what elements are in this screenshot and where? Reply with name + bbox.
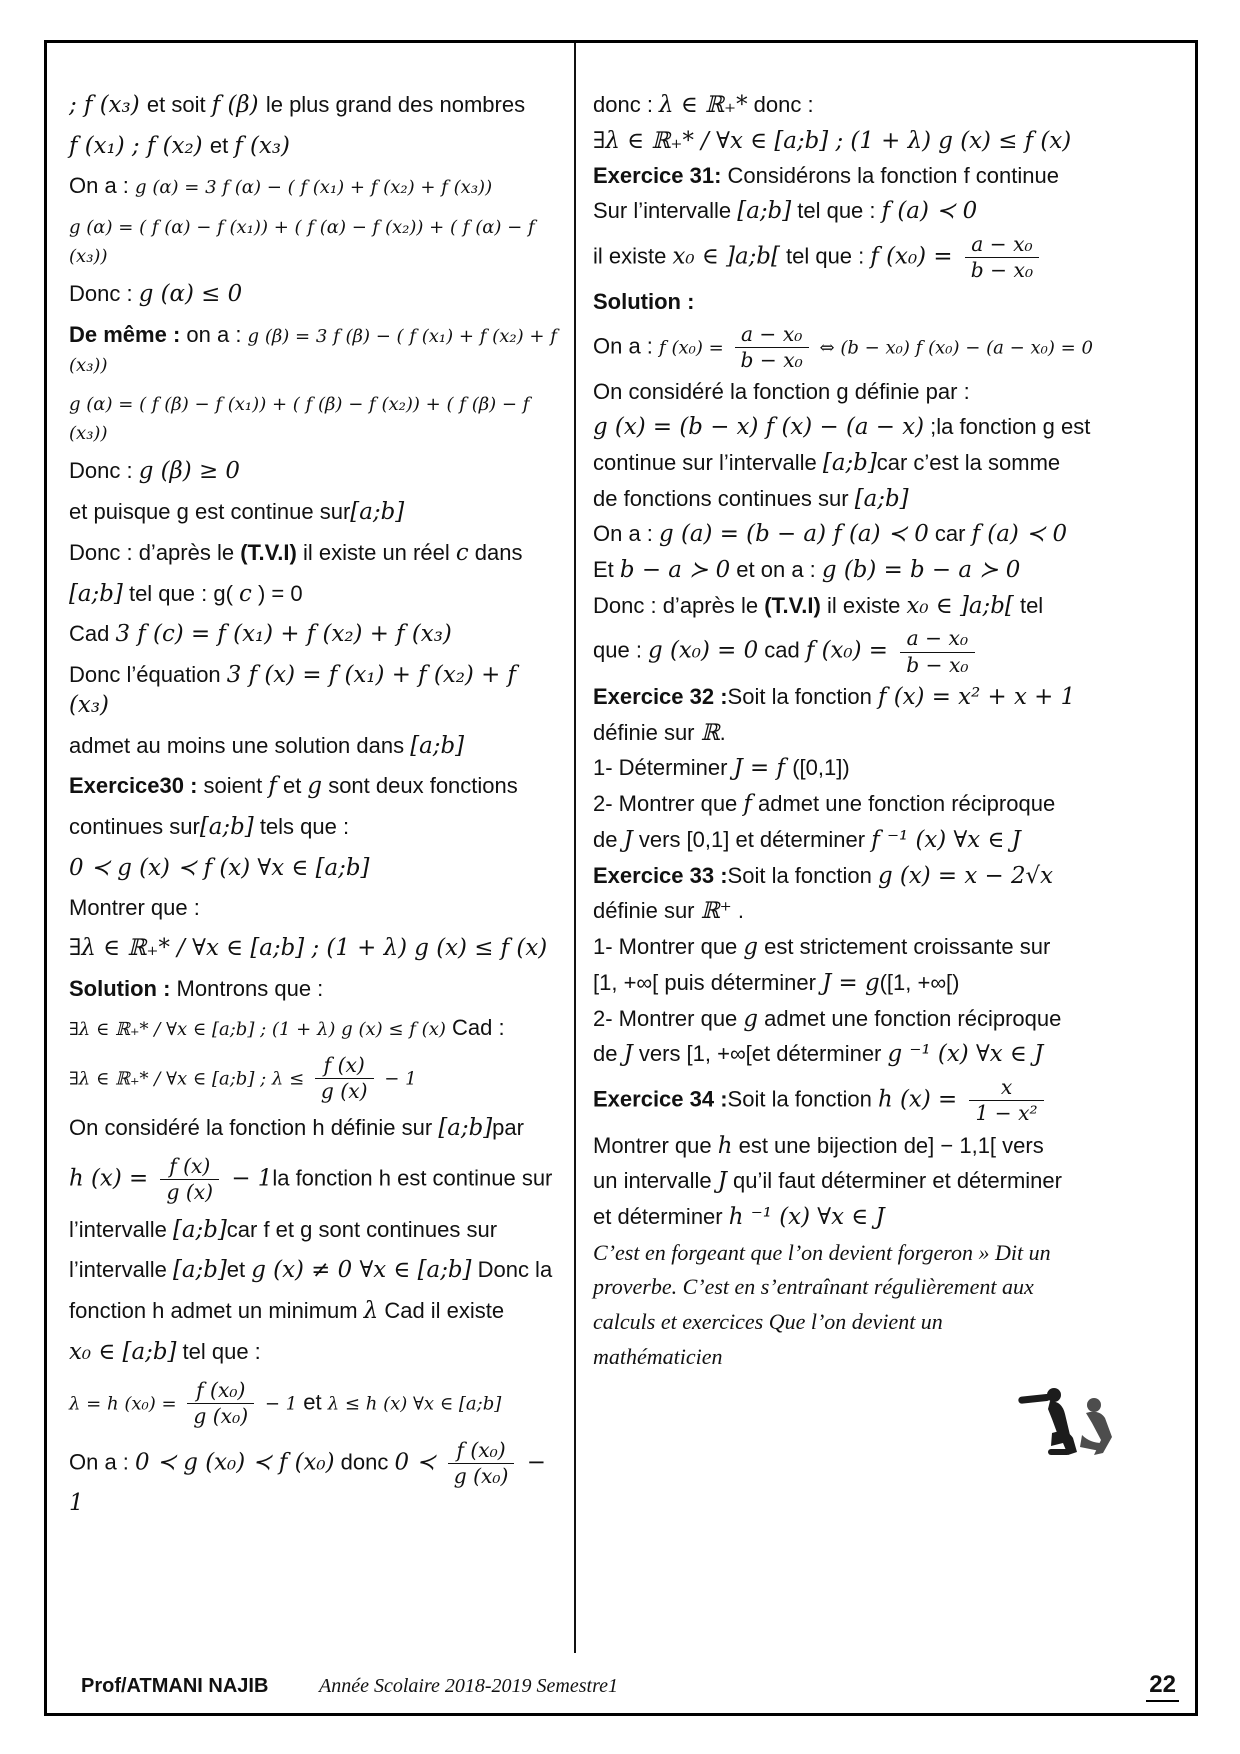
text-segment: tels que : (253, 813, 350, 839)
text-segment: 2- Montrer que (593, 1005, 744, 1031)
text-segment: vers [0,1] et déterminer (632, 826, 872, 852)
text-segment: f (x₀) = (870, 243, 960, 270)
text-segment: g (α) = ( f (α) − f (x₁)) + ( f (α) − f (x₂)) + ( f (α) − f (x₃)) (69, 217, 535, 267)
text-segment: mathématicien (593, 1343, 723, 1369)
text-line (593, 449, 1179, 479)
fraction: $\frac{\text{f (x₀)}}{\text{g (x₀)}}$ (448, 1439, 515, 1489)
right-column-text (593, 91, 1179, 1371)
text-segment: un intervalle (593, 1168, 718, 1194)
text-line (69, 1014, 561, 1043)
text-line (69, 934, 561, 964)
text-segment: f (a) ≺ 0 (971, 521, 1068, 548)
text-line (593, 1343, 1179, 1372)
text-segment: ∃λ ∈ ℝ₊* / ∀x ∈ [a;b] ; (1 + λ) g (x) ≤ f (x) (69, 935, 548, 962)
footer-author: Prof/ATMANI NAJIB (81, 1675, 269, 1697)
text-segment: f (743, 791, 752, 818)
text-segment: f (a) ≺ 0 (881, 198, 978, 225)
text-segment: [a;b] (69, 580, 123, 607)
text-segment: cad (758, 638, 806, 664)
text-segment: J = f (733, 755, 793, 782)
text-segment: g (x) ≠ 0 ∀x ∈ [a;b] (251, 1257, 472, 1284)
text-segment: calculs et exercices Que l’on devient un (593, 1308, 943, 1334)
text-line (593, 719, 1179, 749)
text-segment: h ⁻¹ (x) ∀x ∈ J (728, 1204, 885, 1231)
text-segment: λ ∈ ℝ₊* (659, 92, 748, 118)
text-segment: 2- Montrer que (593, 791, 744, 817)
text-segment: − 1 (259, 1393, 298, 1415)
text-segment: c (239, 580, 252, 607)
text-segment: Montrer que (593, 1132, 718, 1158)
text-segment: Donc l’équation (69, 662, 227, 688)
text-segment: Soit la fonction (727, 862, 878, 888)
text-segment: la fonction h est continue sur (272, 1165, 553, 1191)
text-segment: g (307, 773, 323, 800)
text-segment: continue sur l’intervalle (593, 449, 823, 475)
text-segment: g (x) = (b − x) f (x) − (a − x) (593, 414, 925, 441)
text-segment: ∃λ ∈ ℝ₊* / ∀x ∈ [a;b] ; (1 + λ) g (x) ≤ f (x) (593, 127, 1072, 154)
text-segment: ; f (x₃) (69, 92, 147, 118)
text-line (593, 627, 1179, 677)
text-segment: tel que : g( (122, 580, 240, 606)
text-segment: b − a ≻ 0 (619, 556, 731, 583)
text-segment: J (717, 1168, 727, 1195)
text-segment: car c’est la somme (876, 449, 1061, 475)
text-segment: ([0,1]) (792, 755, 850, 781)
text-segment: [a;b] (172, 1257, 227, 1284)
text-segment: 3 f (c) = f (x₁) + f (x₂) + f (x₃) (115, 621, 452, 648)
text-segment: admet une fonction réciproque (751, 791, 1056, 817)
text-segment: et (209, 132, 235, 158)
text-line (69, 91, 561, 121)
text-segment: f (x₀) = (805, 638, 896, 665)
text-segment: et (276, 773, 308, 799)
text-segment: f (x₃) (234, 132, 290, 159)
text-segment: ([1, +∞[) (879, 969, 960, 995)
silhouette-figures-illustration (593, 1377, 1179, 1466)
text-line (593, 288, 1179, 317)
text-segment: fonction h admet un minimum (69, 1298, 364, 1324)
text-segment: On a : (69, 1449, 136, 1475)
text-segment: J (623, 1041, 633, 1068)
text-segment: g (α) ≤ 0 (138, 281, 243, 308)
text-line (69, 1338, 561, 1368)
text-segment: Solution : (593, 289, 695, 315)
text-line (69, 1439, 561, 1518)
text-segment: h (717, 1132, 733, 1159)
text-line (69, 1054, 561, 1104)
footer-school-year: Année Scolaire 2018-2019 Semestre1 (319, 1675, 618, 1697)
text-segment: 0 ≺ (394, 1449, 443, 1476)
text-segment: que : (593, 638, 649, 664)
text-line (593, 485, 1179, 515)
text-segment: Donc la (471, 1257, 553, 1283)
text-segment: x₀ ∈ ]a;b[ (672, 243, 780, 270)
text-segment: On considéré la fonction g définie par : (593, 379, 970, 405)
text-line (69, 1297, 561, 1327)
text-line (593, 754, 1179, 784)
text-segment: J (623, 826, 633, 853)
document-page (44, 40, 1198, 1716)
fraction: $\frac{\text{a − x₀}}{\text{b − x₀}}$ (900, 627, 974, 677)
text-segment: on a : (186, 321, 248, 347)
text-line (593, 1076, 1179, 1126)
text-segment: proverbe. C’est en s’entraînant régulièrement aux (593, 1274, 1034, 1300)
text-line (593, 969, 1179, 999)
text-segment: g (a) = (b − a) f (a) ≺ 0 (659, 521, 929, 548)
text-segment: (T.V.I) (764, 592, 821, 618)
text-line (69, 457, 561, 487)
text-segment: h (x) = (877, 1086, 965, 1113)
text-line (593, 1040, 1179, 1070)
text-segment: f (x) = x² + x + 1 (877, 683, 1076, 710)
fraction: $\frac{x}{\text{1 − x²}}$ (969, 1076, 1043, 1126)
text-segment: soient (203, 773, 269, 799)
text-line (593, 91, 1179, 121)
fraction: $\frac{f (x)}{g (x)}$ (315, 1054, 374, 1104)
text-segment: vers [1, +∞[et déterminer (632, 1041, 888, 1067)
text-segment: [a;b] (737, 198, 792, 225)
text-segment: Considérons la fonction f continue (727, 163, 1059, 189)
text-segment: De même : (69, 321, 187, 347)
text-segment: 1- Déterminer (593, 755, 734, 781)
text-segment: g (b) = b − a ≻ 0 (821, 556, 1021, 583)
text-line (69, 1256, 561, 1286)
text-segment: définie sur (593, 898, 701, 924)
text-segment: de (593, 826, 624, 852)
text-line (593, 897, 1179, 927)
text-line (593, 1167, 1179, 1197)
text-segment: On a : (69, 173, 136, 199)
text-segment: définie sur (593, 719, 701, 745)
text-segment: continues sur (69, 813, 200, 839)
text-line (69, 1155, 561, 1205)
text-segment: [a;b] (172, 1216, 227, 1243)
text-segment: g (743, 1005, 759, 1032)
text-segment: . (731, 898, 744, 924)
text-line (593, 1203, 1179, 1233)
text-segment: le plus grand des nombres (265, 92, 526, 117)
text-line (69, 975, 561, 1004)
text-segment: tel que : (176, 1338, 261, 1364)
text-line (69, 389, 561, 446)
text-segment: λ = h (x₀) = (69, 1393, 183, 1415)
text-segment: Cad : (445, 1015, 505, 1041)
text-segment: f (β) (211, 92, 266, 118)
text-line (69, 1114, 561, 1144)
text-line (593, 790, 1179, 820)
right-column (593, 91, 1179, 1466)
text-segment: et (297, 1389, 328, 1415)
text-line (69, 212, 561, 269)
text-line (593, 683, 1179, 713)
text-segment: dans (468, 539, 523, 565)
text-line (69, 1379, 561, 1429)
text-segment: [1, +∞[ puis déterminer (593, 969, 823, 995)
text-line (593, 378, 1179, 407)
text-segment: ) = 0 (251, 580, 303, 606)
text-line (593, 197, 1179, 227)
text-segment: [a;b] (438, 1115, 493, 1142)
text-line (69, 321, 561, 378)
text-segment: Solution : (69, 975, 177, 1001)
text-segment: Donc : (69, 458, 139, 484)
fraction: $\frac{\text{a − x₀}}{\text{b − x₀}}$ (965, 233, 1039, 283)
text-line (593, 556, 1179, 586)
text-line (593, 520, 1179, 550)
footer-page-number: 22 (1146, 1671, 1179, 1702)
text-segment: Et (593, 556, 620, 582)
text-segment: Donc : (69, 281, 139, 307)
text-segment: x₀ ∈ [a;b] (69, 1338, 177, 1365)
text-segment: [a;b] (822, 449, 877, 476)
text-segment: tel (1013, 592, 1044, 618)
text-segment: 0 ≺ g (x) ≺ f (x) ∀x ∈ [a;b] (69, 854, 370, 881)
text-segment: 3 f (x) = f (x₁) + f (x₂) + f (x₃) (69, 662, 517, 718)
text-line (593, 127, 1179, 157)
text-segment: λ ≤ h (x) ∀x ∈ [a;b] (327, 1393, 502, 1415)
text-segment: [a;b] (350, 499, 405, 526)
text-segment: [a;b] (410, 732, 465, 759)
text-segment: ∃λ ∈ ℝ₊* / ∀x ∈ [a;b] ; λ ≤ (69, 1068, 310, 1090)
text-segment: il existe un réel (296, 539, 456, 565)
text-line (593, 323, 1179, 373)
text-segment: Cad (69, 621, 116, 647)
text-segment: f ⁻¹ (x) ∀x ∈ J (871, 826, 1021, 853)
text-line (69, 772, 561, 802)
text-segment: Montrons que : (176, 975, 324, 1001)
text-segment: ℝ (700, 719, 720, 746)
text-segment: − 1 (378, 1068, 417, 1090)
text-line (593, 1239, 1179, 1268)
text-segment: On a : (593, 521, 660, 547)
text-segment: − 1 (224, 1165, 273, 1192)
text-segment: Montrer que : (69, 895, 200, 921)
text-segment: par (492, 1115, 524, 1141)
text-segment: − 1 (69, 1449, 546, 1516)
text-line (69, 172, 561, 201)
text-segment: g (α) = 3 f (α) − ( f (x₁) + f (x₂) + f (x₃)) (135, 177, 493, 199)
text-segment: g (743, 934, 759, 961)
left-column (69, 91, 561, 1529)
text-segment: ;la fonction g est (924, 414, 1091, 440)
text-segment: Donc : d’après le (593, 592, 765, 618)
text-segment: l’intervalle (69, 1216, 173, 1242)
text-segment: g (β) = 3 f (β) − ( f (x₁) + f (x₂) + f (x₃)) (69, 325, 557, 376)
text-segment: Soit la fonction (727, 1086, 878, 1112)
text-line (69, 539, 561, 569)
text-line (593, 826, 1179, 856)
text-line (69, 854, 561, 884)
text-segment: Cad il existe (378, 1298, 505, 1324)
text-line (593, 1308, 1179, 1337)
text-segment: Exercice 31: (593, 163, 728, 189)
text-segment: x₀ ∈ ]a;b[ (906, 592, 1014, 619)
text-segment: admet une fonction réciproque (758, 1005, 1062, 1031)
text-line (593, 233, 1179, 283)
text-segment: tel que : (779, 243, 871, 269)
text-segment: g (α) = ( f (β) − f (x₁)) + ( f (β) − f (x₂)) + ( f (β) − f (x₃)) (69, 394, 530, 444)
text-segment: Sur l’intervalle (593, 198, 738, 224)
text-segment: 1- Montrer que (593, 934, 744, 960)
fraction: $\frac{\text{f (x₀)}}{\text{g (x₀)}}$ (187, 1379, 254, 1429)
text-segment: 0 ≺ g (x₀) ≺ f (x₀) (135, 1449, 335, 1476)
text-segment: . (719, 719, 726, 745)
footer (69, 1671, 1181, 1703)
text-segment: l’intervalle (69, 1257, 173, 1283)
text-segment: et soit (146, 92, 212, 117)
text-segment: et puisque g est continue sur (69, 499, 351, 525)
text-line (69, 1216, 561, 1246)
text-segment: est strictement croissante sur (758, 934, 1051, 960)
text-segment: On a : (593, 333, 660, 359)
text-segment: ⇔ (b − x₀) f (x₀) − (a − x₀) = 0 (813, 337, 1093, 359)
text-segment: Exercice 34 : (593, 1086, 728, 1112)
text-segment: il existe (820, 592, 907, 618)
text-segment: ℝ⁺ (700, 898, 732, 925)
text-segment: car f et g sont continues sur (226, 1216, 498, 1242)
text-line (593, 413, 1179, 443)
text-segment: (T.V.I) (240, 539, 297, 565)
text-line (593, 1132, 1179, 1162)
text-segment: donc (334, 1449, 395, 1475)
text-segment: g (x₀) = 0 (648, 638, 759, 665)
text-segment: et déterminer (593, 1204, 729, 1230)
text-segment: qu’il faut déterminer et déterminer (726, 1168, 1062, 1194)
text-segment: [a;b] (199, 813, 254, 840)
text-segment: f (268, 773, 277, 800)
text-line (69, 498, 561, 528)
text-line (593, 933, 1179, 963)
text-segment: λ (363, 1298, 379, 1325)
text-segment: c (455, 539, 469, 566)
text-segment: [a;b] (854, 485, 909, 512)
text-line (593, 592, 1179, 622)
text-line (593, 162, 1179, 191)
text-line (69, 280, 561, 310)
text-segment: ∃λ ∈ ℝ₊* / ∀x ∈ [a;b] ; (1 + λ) g (x) ≤ f (x) (69, 1019, 446, 1041)
text-line (69, 661, 561, 720)
text-segment: Exercice 32 : (593, 683, 728, 709)
text-line (593, 862, 1179, 892)
column-divider (574, 43, 576, 1653)
text-segment: admet au moins une solution dans (69, 732, 411, 758)
text-segment: tel que : (791, 198, 882, 224)
text-line (593, 1005, 1179, 1035)
text-segment: Soit la fonction (727, 683, 878, 709)
text-line (69, 132, 561, 162)
text-segment: il existe (593, 243, 673, 269)
text-segment: f (x₁) ; f (x₂) (69, 132, 210, 159)
text-segment: de fonctions continues sur (593, 485, 855, 511)
text-segment: sont deux fonctions (322, 773, 518, 799)
text-segment: est une bijection de] − 1,1[ vers (732, 1132, 1044, 1158)
text-segment: de (593, 1041, 624, 1067)
text-segment: g ⁻¹ (x) ∀x ∈ J (887, 1041, 1044, 1068)
text-line (69, 620, 561, 650)
text-line (69, 813, 561, 843)
text-line (69, 732, 561, 762)
text-segment: et on a : (730, 556, 822, 582)
text-segment: f (x₀) = (659, 337, 730, 359)
fraction: $\frac{\text{a − x₀}}{\text{b − x₀}}$ (735, 323, 809, 373)
text-segment: C’est en forgeant que l’on devient forgeron » Dit un (593, 1239, 1051, 1265)
text-segment: g (β) ≥ 0 (138, 458, 240, 485)
text-segment: donc : (593, 92, 660, 117)
text-segment: g (x) = x − 2√x (877, 862, 1053, 889)
text-segment: J = g (822, 969, 880, 996)
text-segment: car (928, 521, 972, 547)
left-column-text (69, 91, 561, 1518)
text-segment: donc : (747, 92, 814, 117)
text-line (69, 580, 561, 610)
fraction: $\frac{f (x)}{g (x)}$ (160, 1155, 219, 1205)
text-segment: h (x) = (69, 1165, 156, 1192)
text-segment: Exercice 33 : (593, 862, 728, 888)
text-segment: Donc : d’après le (69, 539, 241, 565)
text-line (69, 894, 561, 923)
text-segment: On considéré la fonction h définie sur (69, 1115, 439, 1141)
text-line (593, 1273, 1179, 1302)
text-segment: Exercice30 : (69, 773, 204, 799)
text-segment: et (226, 1257, 252, 1283)
